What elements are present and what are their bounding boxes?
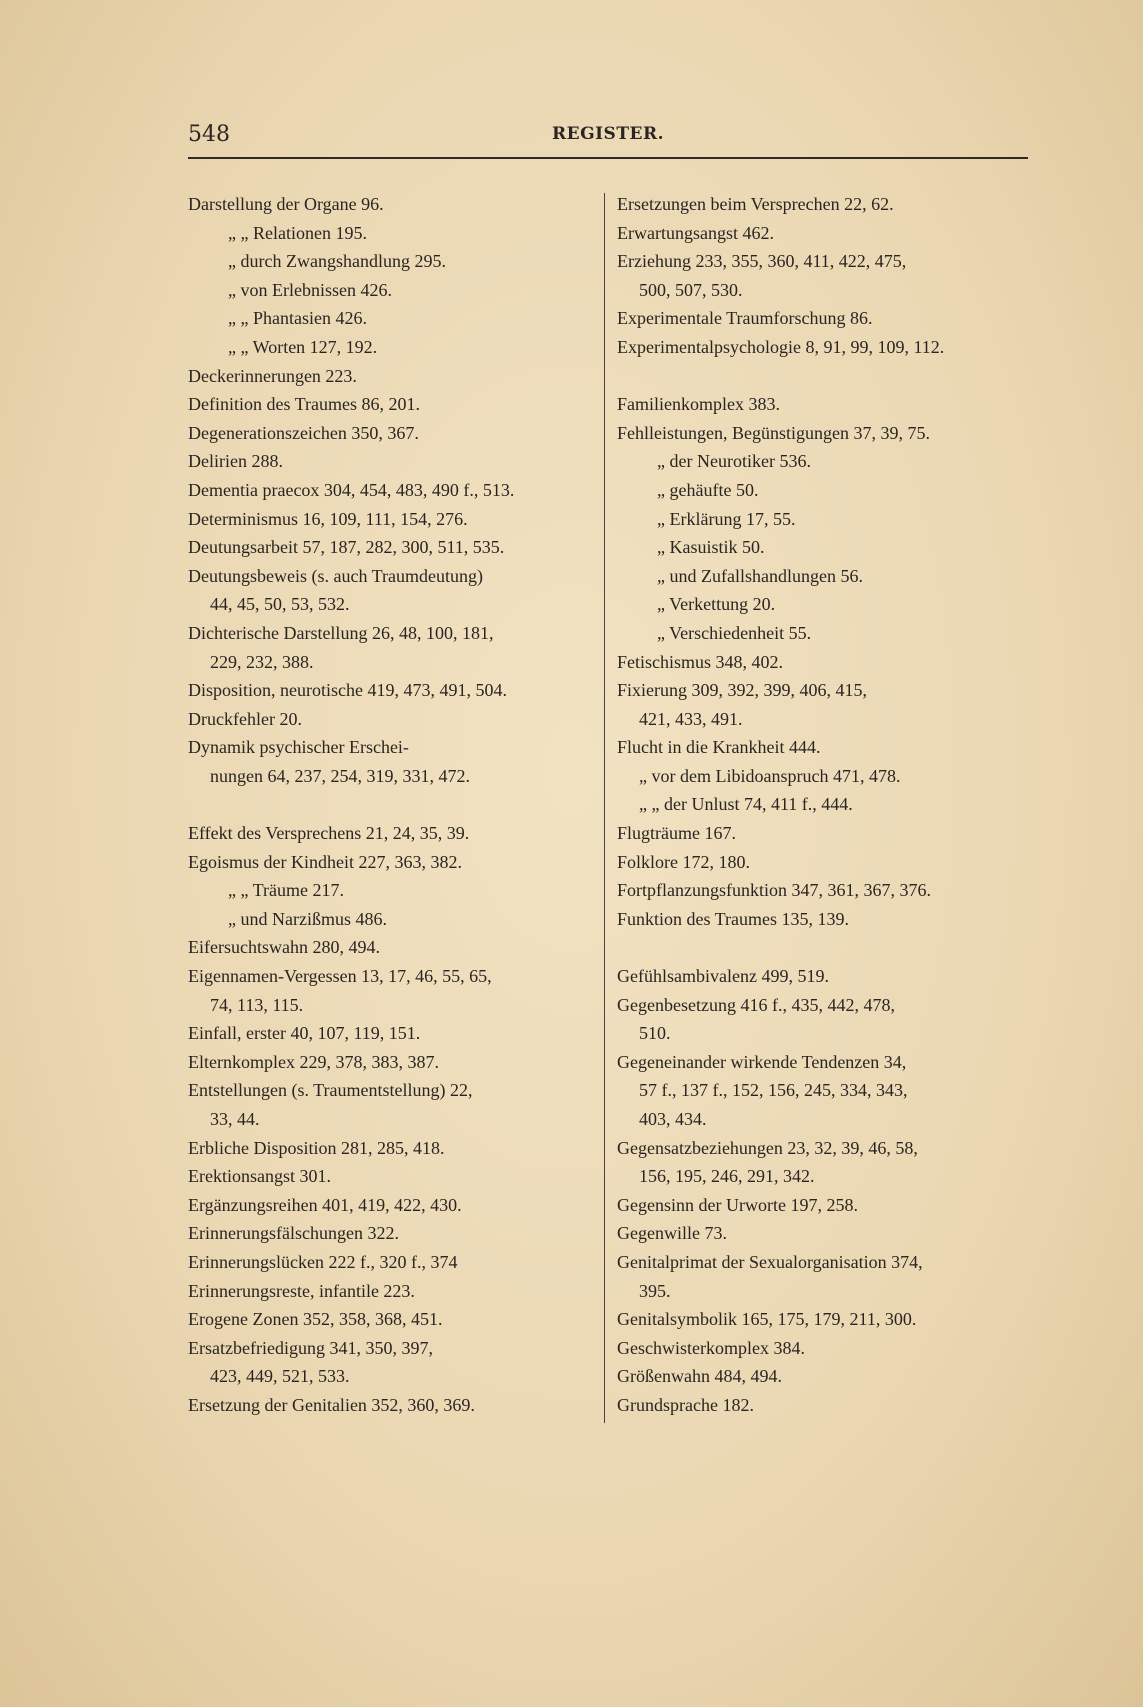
index-entry: Einfall, erster 40, 107, 119, 151. [188,1023,421,1044]
index-entry: Disposition, neurotische 419, 473, 491, 504. [188,680,507,701]
index-entry: „ der Neurotiker 536. [657,451,811,472]
index-entry: Gegeneinander wirkende Tendenzen 34, [617,1051,907,1072]
index-entry: 74, 113, 115. [210,994,304,1015]
index-entry: Fetischismus 348, 402. [617,651,784,672]
index-entry: „ Verkettung 20. [657,594,776,615]
index-entry: „ durch Zwangshandlung 295. [228,251,446,272]
index-entry: Druckfehler 20. [188,708,302,729]
index-entry: nungen 64, 237, 254, 319, 331, 472. [210,765,470,786]
index-entry: Flucht in die Krankheit 444. [617,737,821,758]
index-entry: Degenerationszeichen 350, 367. [188,422,419,443]
index-entry: Gegenwille 73. [617,1223,727,1244]
index-entry: Deutungsarbeit 57, 187, 282, 300, 511, 535. [188,537,505,558]
index-entry: Ersetzungen beim Versprechen 22, 62. [617,194,894,214]
index-entry: Elternkomplex 229, 378, 383, 387. [188,1051,439,1072]
index-entry: 57 f., 137 f., 152, 156, 245, 334, 343, [639,1080,908,1101]
section-gap [188,790,600,819]
index-entry: Deckerinnerungen 223. [188,365,357,386]
index-entry: Gegenbesetzung 416 f., 435, 442, 478, [617,994,895,1015]
page-header [188,122,1028,152]
index-entry: Grundsprache 182. [617,1394,754,1415]
index-entry: „ und Narzißmus 486. [228,908,387,929]
index-column-left [188,190,600,1420]
index-entry: Gegensinn der Urworte 197, 258. [617,1194,858,1215]
index-entry: Genitalsymbolik 165, 175, 179, 211, 300. [617,1309,917,1330]
index-entry: Egoismus der Kindheit 227, 363, 382. [188,851,462,872]
index-entry: „ gehäufte 50. [657,479,759,500]
index-entry: Dementia praecox 304, 454, 483, 490 f., 513. [188,479,515,500]
index-entry: Ersetzung der Genitalien 352, 360, 369. [188,1394,475,1415]
page-number: 548 [188,122,230,147]
index-entry: Erwartungsangst 462. [617,222,774,243]
index-entry: Gefühlsambivalenz 499, 519. [617,966,829,987]
index-entry: Erektionsangst 301. [188,1166,331,1187]
index-entry: Dynamik psychischer Erschei- [188,737,409,758]
index-entry: Fortpflanzungsfunktion 347, 361, 367, 376. [617,880,931,901]
index-entry: Gegensatzbeziehungen 23, 32, 39, 46, 58, [617,1137,918,1158]
index-entry: Darstellung der Organe 96. [188,194,384,214]
index-entry: „ von Erlebnissen 426. [228,279,392,300]
index-entry: Experimentale Traumforschung 86. [617,308,873,329]
index-entry: „ „ Relationen 195. [228,222,367,243]
section-gap [617,933,1032,962]
index-entry: „ „ Phantasien 426. [228,308,367,329]
index-entry: Erbliche Disposition 281, 285, 418. [188,1137,445,1158]
index-entry: Determinismus 16, 109, 111, 154, 276. [188,508,468,529]
index-entry: Fehlleistungen, Begünstigungen 37, 39, 75. [617,422,930,443]
index-entry: Folklore 172, 180. [617,851,750,872]
index-entry: Erinnerungsreste, infantile 223. [188,1280,415,1301]
index-entry: 423, 449, 521, 533. [210,1366,350,1387]
index-entry: „ Kasuistik 50. [657,537,765,558]
index-entry: Experimentalpsychologie 8, 91, 99, 109, 112. [617,336,945,357]
index-entry: Funktion des Traumes 135, 139. [617,908,850,929]
index-entry: „ „ Worten 127, 192. [228,336,378,357]
index-entry: Definition des Traumes 86, 201. [188,394,420,415]
index-entry: Genitalprimat der Sexualorganisation 374, [617,1251,923,1272]
index-entry: Erinnerungsfälschungen 322. [188,1223,399,1244]
index-entry: Erogene Zonen 352, 358, 368, 451. [188,1309,443,1330]
index-entry: Familienkomplex 383. [617,394,780,415]
index-entry: Effekt des Versprechens 21, 24, 35, 39. [188,823,470,844]
index-entry: Eigennamen-Vergessen 13, 17, 46, 55, 65, [188,966,492,987]
index-entry: 403, 434. [639,1109,707,1129]
index-entry: 156, 195, 246, 291, 342. [639,1166,815,1187]
header-rule [188,157,1028,159]
index-entry: Erinnerungslücken 222 f., 320 f., 374 [188,1251,458,1272]
index-entry: Erziehung 233, 355, 360, 411, 422, 475, [617,251,907,272]
index-entry: „ Erklärung 17, 55. [657,508,796,529]
index-entry: Geschwisterkomplex 384. [617,1337,805,1358]
index-entry: Entstellungen (s. Traumentstellung) 22, [188,1080,473,1101]
index-entry: Flugträume 167. [617,823,736,844]
index-entry: 500, 507, 530. [639,279,743,300]
index-entry: Eifersuchtswahn 280, 494. [188,937,380,958]
index-entry: 229, 232, 388. [210,651,314,672]
section-gap [617,362,1032,391]
index-entry: 395. [639,1280,671,1301]
index-entry: Größenwahn 484, 494. [617,1366,782,1387]
column-divider [604,193,605,1423]
index-entry: „ Verschiedenheit 55. [657,622,812,643]
index-entry: 44, 45, 50, 53, 532. [210,594,350,615]
index-entry: „ vor dem Libidoanspruch 471, 478. [639,765,901,786]
index-entry: Ersatzbefriedigung 341, 350, 397, [188,1337,433,1358]
index-entry: „ „ der Unlust 74, 411 f., 444. [639,794,853,815]
index-entry: Delirien 288. [188,451,283,472]
index-entry: Ergänzungsreihen 401, 419, 422, 430. [188,1194,462,1215]
index-entry: 421, 433, 491. [639,708,743,729]
running-head: REGISTER. [552,124,664,144]
index-entry: 33, 44. [210,1109,260,1129]
index-entry: Fixierung 309, 392, 399, 406, 415, [617,680,867,701]
index-entry: 510. [639,1023,671,1044]
index-entry: Deutungsbeweis (s. auch Traumdeutung) [188,565,483,586]
index-entry: „ „ Träume 217. [228,880,344,901]
index-entry: „ und Zufallshandlungen 56. [657,565,863,586]
index-column-right [617,190,1032,1420]
index-entry: Dichterische Darstellung 26, 48, 100, 181, [188,622,494,643]
